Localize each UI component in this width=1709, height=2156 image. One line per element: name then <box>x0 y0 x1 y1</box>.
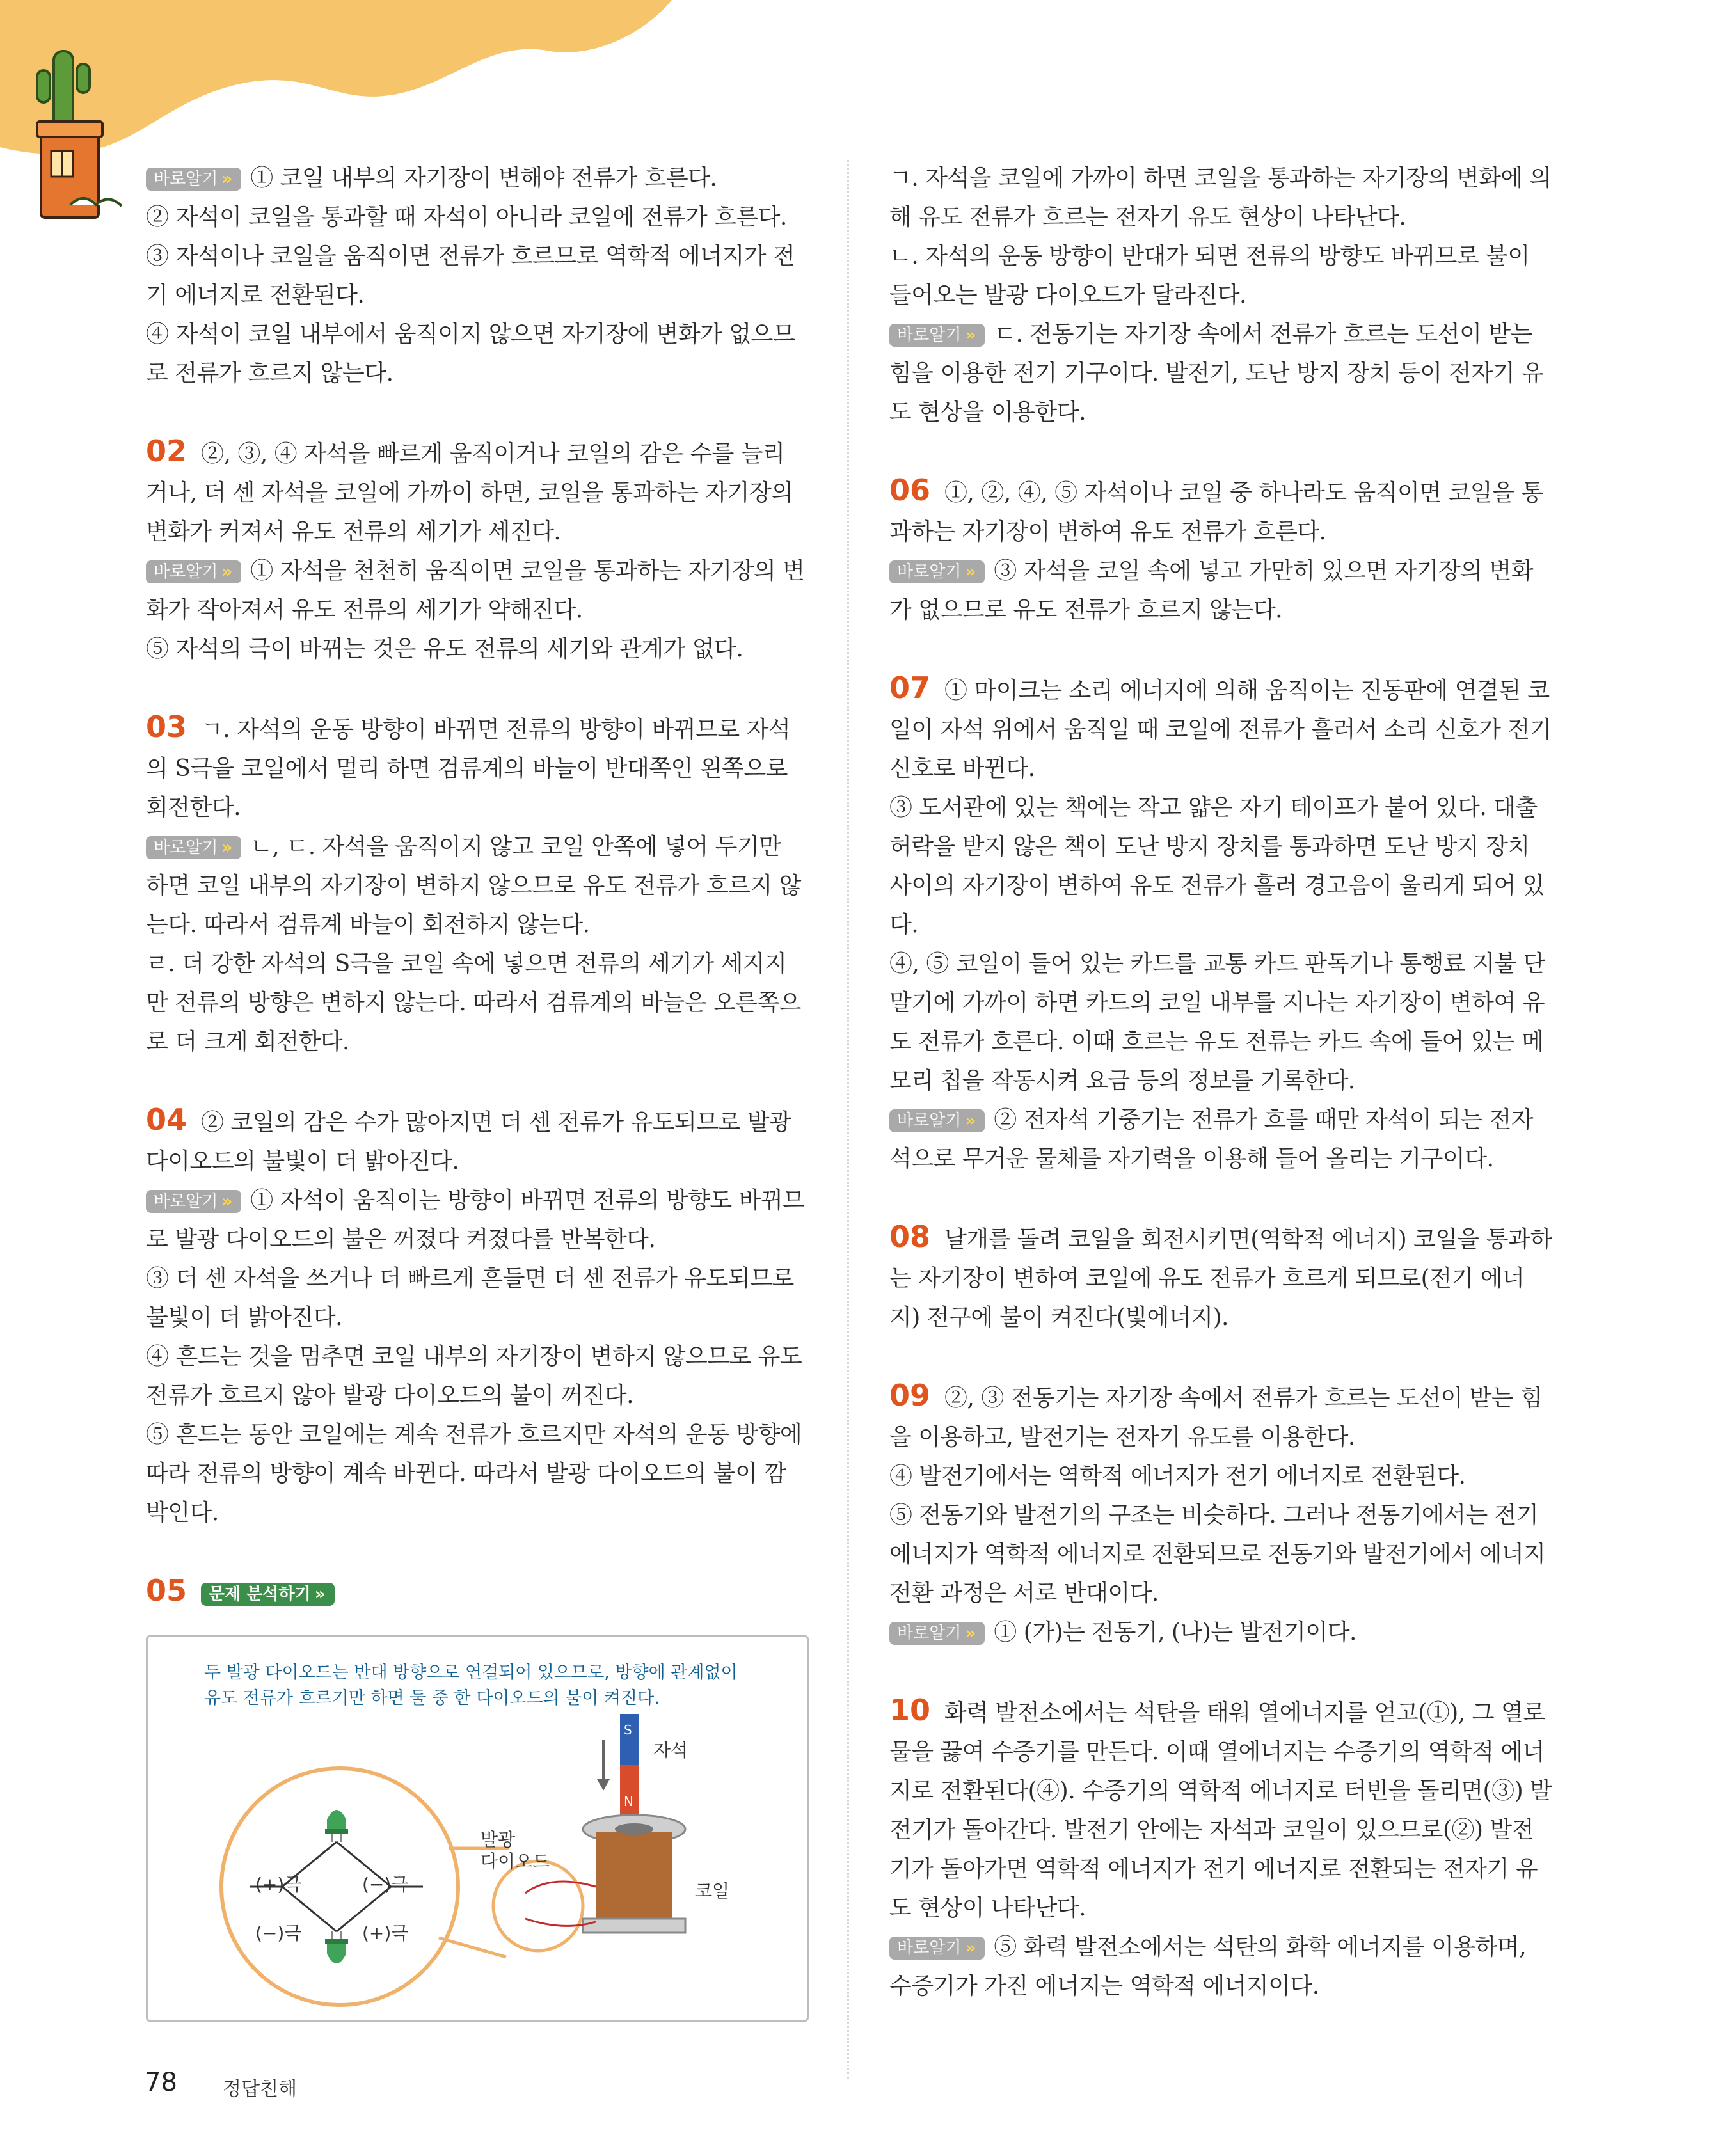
magnet-n-label: N <box>624 1794 633 1809</box>
figure-caption: 두 발광 다이오드는 반대 방향으로 연결되어 있으므로, 방향에 관계없이 유도 전류가 흐르기만 하면 둘 중 한 다이오드의 불이 켜진다. <box>204 1663 738 1708</box>
pole-label: (+)극 <box>362 1922 409 1944</box>
question-number: 07 <box>889 670 931 705</box>
right-column <box>889 159 1555 2006</box>
book-title: 정답친해 <box>223 2078 297 2100</box>
question-number: 08 <box>889 1219 931 1254</box>
question-number: 09 <box>889 1378 931 1413</box>
question-number: 03 <box>146 709 187 744</box>
answer-06: 06 ①, ②, ④, ⑤ 자석이나 코일 중 하나라도 움직이면 코일을 통과하는 자기장이 변하여 유도 전류가 흐른다. 바로알기 » ③ 자석을 코일 속에 넣고 가만히 있으면 자기장의 변화가 없으므로 유도 전류가 흐르지 않는다. <box>889 473 1543 623</box>
question-number: 04 <box>146 1102 187 1137</box>
coil-label: 코일 <box>695 1880 730 1901</box>
question-number: 05 <box>146 1573 187 1608</box>
question-number: 10 <box>889 1693 931 1727</box>
tip-tag: 바로알기 » <box>146 560 241 583</box>
tip-tag: 바로알기 » <box>889 324 985 347</box>
answer-08: 08 날개를 돌려 코일을 회전시키면(역학적 에너지) 코일을 통과하는 자기장이 변하여 코일에 유도 전류가 흐르게 되므로(전기 에너지) 전구에 불이 켜진다(빛에너지). <box>889 1219 1552 1331</box>
figure-box <box>146 1635 809 2022</box>
tip-tag: 바로알기 » <box>889 1622 985 1645</box>
tip-tag: 바로알기 » <box>146 1190 241 1213</box>
tip-tag: 바로알기 » <box>146 168 241 191</box>
answer-05-heading <box>146 1571 805 1613</box>
magnet-s-label: S <box>624 1722 632 1738</box>
answer-02: 02 ②, ③, ④ 자석을 빠르게 움직이거나 코일의 감은 수를 늘리거나, 더 센 자석을 코일에 가까이 하면, 코일을 통과하는 자기장의 변화가 커져서 유도 전류의 세기가 세진다. 바로알기 » ① 자석을 천천히 움직이면 코일을 통과하는 자기장의 변화가 작아져서 유도 전류의 세기가 약해진다. ⑤ 자석의 극이 바뀌는 것은 유도 전류의 세기와 관계가 없다. <box>146 434 805 662</box>
tip-tag: 바로알기 » <box>889 1937 985 1960</box>
pole-label: (−)극 <box>362 1874 409 1895</box>
question-number: 06 <box>889 473 931 507</box>
led-circuit-diagram <box>148 1637 807 2020</box>
coil-icon <box>583 1815 685 1933</box>
answer-01-explanation: 바로알기 » ① 코일 내부의 자기장이 변해야 전류가 흐른다. ② 자석이 코일을 통과할 때 자석이 아니라 코일에 전류가 흐른다. ③ 자석이나 코일을 움직이면 전류가 흐르므로 역학적 에너지가 전기 에너지로 전환된다. ④ 자석이 코일 내부에서 움직이지 않으면 자기장에 변화가 없으므로 전류가 흐르지 않는다. <box>146 165 795 386</box>
question-number: 02 <box>146 434 187 468</box>
pole-label: (−)극 <box>255 1922 302 1944</box>
analysis-tag: 문제 분석하기 » <box>201 1583 335 1606</box>
answer-09: 09 ②, ③ 전동기는 자기장 속에서 전류가 흐르는 도선이 받는 힘을 이용하고, 발전기는 전자기 유도를 이용한다. ④ 발전기에서는 역학적 에너지가 전기 에너지로 전환된다. ⑤ 전동기와 발전기의 구조는 비슷하다. 그러나 전동기에서는 전기 에너지가 역학적 에너지로 전환되므로 전동기와 발전기에서 에너지 전환 과정은 서로 반대이다. 바로알기 » ① (가)는 전동기, (나)는 발전기이다. <box>889 1378 1546 1645</box>
column-divider <box>847 160 849 2079</box>
answer-03: 03 ㄱ. 자석의 운동 방향이 바뀌면 전류의 방향이 바뀌므로 자석의 S극을 코일에서 멀리 하면 검류계의 바늘이 반대쪽인 왼쪽으로 회전한다. 바로알기 » ㄴ, ㄷ. 자석을 움직이지 않고 코일 안쪽에 넣어 두기만 하면 코일 내부의 자기장이 변하지 않으므로 유도 전류가 흐르지 않는다. 따라서 검류계 바늘이 회전하지 않는다. ㄹ. 더 강한 자석의 S극을 코일 속에 넣으면 전류의 세기가 세지지만 전류의 방향은 변하지 않는다. 따라서 검류계의 바늘은 오른쪽으로 더 크게 회전한다. <box>146 709 801 1055</box>
pole-label: (+)극 <box>255 1874 302 1895</box>
answer-07: 07 ① 마이크는 소리 에너지에 의해 움직이는 진동판에 연결된 코일이 자석 위에서 움직일 때 코일에 전류가 흘러서 소리 신호가 전기 신호로 바뀐다. ③ 도서관에 있는 책에는 작고 얇은 자기 테이프가 붙어 있다. 대출 허락을 받지 않은 책이 도난 방지 장치를 통과하면 도난 방지 장치 사이의 자기장이 변하여 유도 전류가 흘러 경고음이 울리게 되어 있다. ④, ⑤ 코일이 들어 있는 카드를 교통 카드 판독기나 통행료 지불 단말기에 가까이 하면 카드의 코일 내부를 지나는 자기장이 변하여 유도 전류가 흐른다. 이때 흐르는 유도 전류는 카드 속에 들어 있는 메모리 칩을 작동시켜 요금 등의 정보를 기록한다. 바로알기 » ② 전자석 기중기는 전류가 흐를 때만 자석이 되는 전자석으로 무거운 물체를 자기력을 이용해 들어 올리는 기구이다. <box>889 670 1552 1172</box>
tip-tag: 바로알기 » <box>889 560 985 583</box>
answer-04: 04 ② 코일의 감은 수가 많아지면 더 센 전류가 유도되므로 발광 다이오드의 불빛이 더 밝아진다. 바로알기 » ① 자석이 움직이는 방향이 바뀌면 전류의 방향도 바뀌므로 발광 다이오드의 불은 꺼졌다 켜졌다를 반복한다. ③ 더 센 자석을 쓰거나 더 빠르게 흔들면 더 센 전류가 유도되므로 불빛이 더 밝아진다. ④ 흔드는 것을 멈추면 코일 내부의 자기장이 변하지 않으므로 유도 전류가 흐르지 않아 발광 다이오드의 불이 꺼진다. ⑤ 흔드는 동안 코일에는 계속 전류가 흐르지만 자석의 운동 방향에 따라 전류의 방향이 계속 바뀐다. 따라서 발광 다이오드의 불이 깜박인다. <box>146 1102 805 1526</box>
left-column <box>146 159 805 1613</box>
answer-05-explanation: ㄱ. 자석을 코일에 가까이 하면 코일을 통과하는 자기장의 변화에 의해 유도 전류가 흐르는 전자기 유도 현상이 나타난다. ㄴ. 자석의 운동 방향이 반대가 되면 전류의 방향도 바뀌므로 불이 들어오는 발광 다이오드가 달라진다. 바로알기 » ㄷ. 전동기는 자기장 속에서 전류가 흐르는 도선이 받는 힘을 이용한 전기 기구이다. 발전기, 도난 방지 장치 등이 전자기 유도 현상을 이용한다. <box>889 165 1552 425</box>
magnet-label: 자석 <box>653 1740 688 1761</box>
tip-tag: 바로알기 » <box>146 836 241 859</box>
page-number: 78 <box>145 2068 177 2097</box>
answer-10: 10 화력 발전소에서는 석탄을 태워 열에너지를 얻고(①), 그 열로 물을 끓여 수증기를 만든다. 이때 열에너지는 수증기의 역학적 에너지로 전환된다(④). 수증기의 역학적 에너지로 터빈을 돌리면(③) 발전기가 돌아간다. 발전기 안에는 자석과 코일이 있으므로(②) 발전기가 돌아가면 역학적 에너지가 전기 에너지로 전환되는 전자기 유도 현상이 나타난다. 바로알기 » ⑤ 화력 발전소에서는 석탄의 화학 에너지를 이용하며, 수증기가 가진 에너지는 역학적 에너지이다. <box>889 1693 1552 1999</box>
tip-tag: 바로알기 » <box>889 1109 985 1132</box>
led-label: 발광 다이오드 <box>481 1829 550 1872</box>
